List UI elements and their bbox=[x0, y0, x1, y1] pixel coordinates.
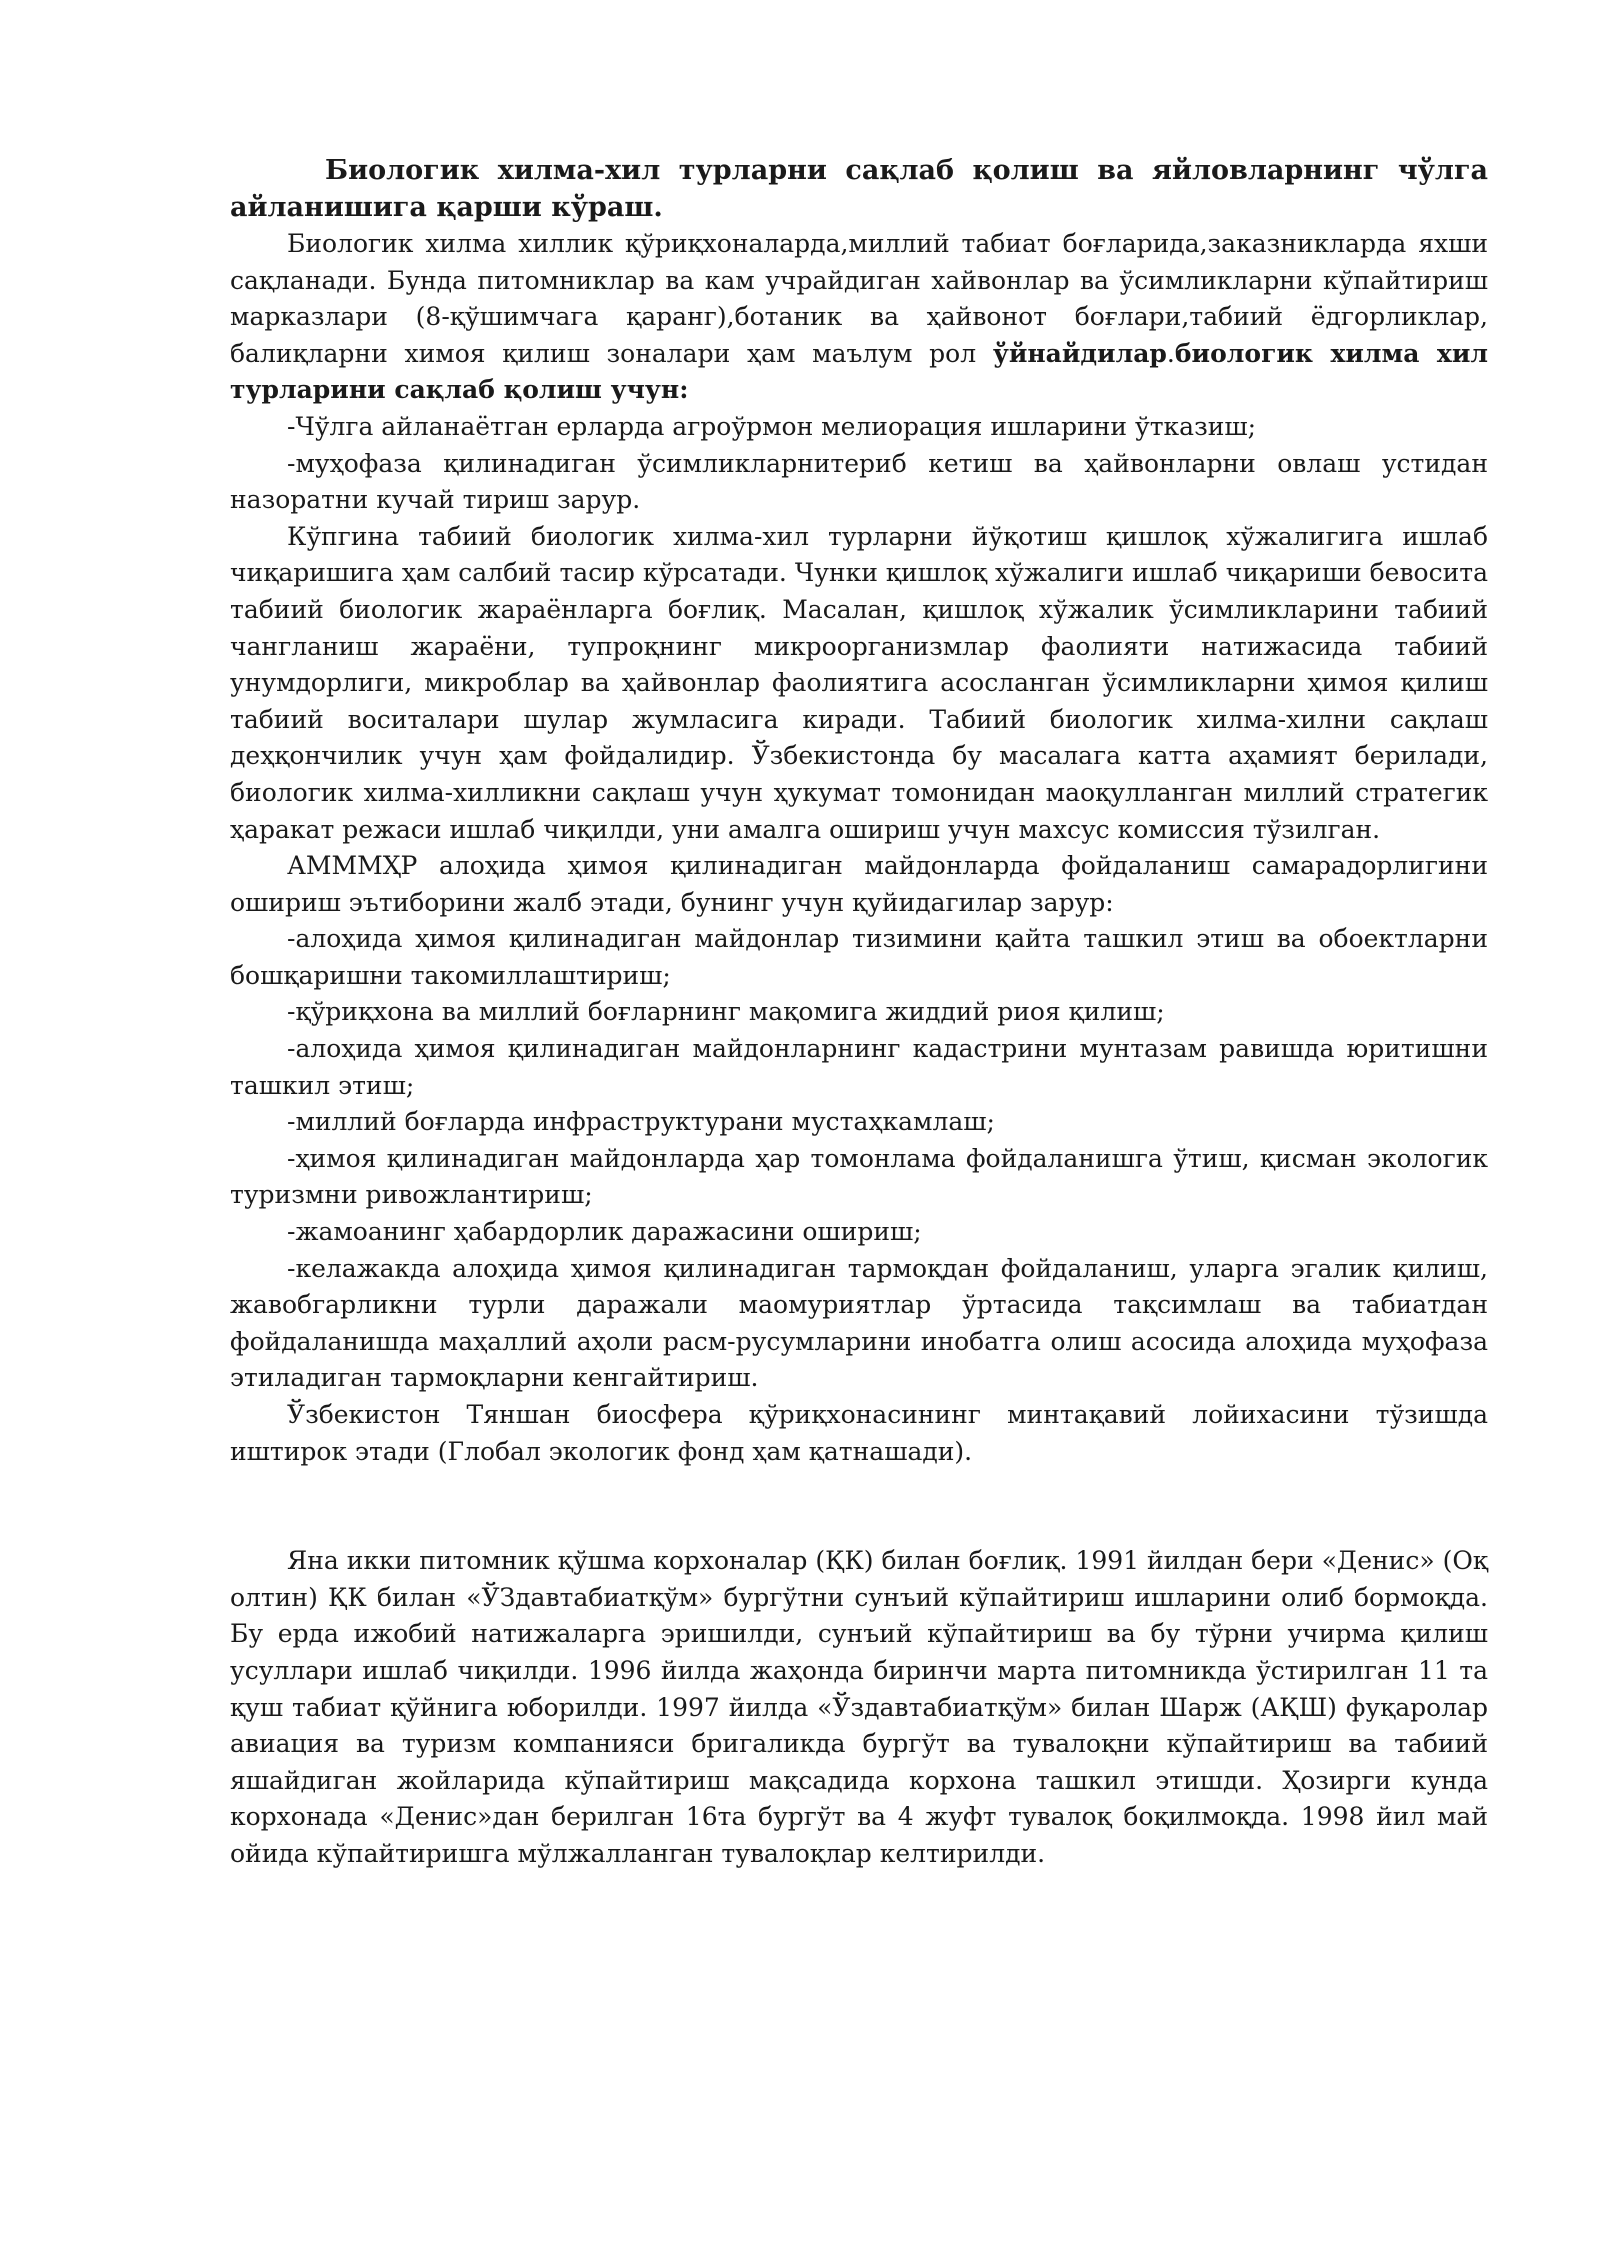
text-segment: -алоҳида ҳимоя қилинадиган майдонлар тизимини қайта ташкил этиш ва обоектларни бошқаришни такомиллаштириш; bbox=[230, 924, 1488, 990]
paragraph bbox=[230, 226, 1488, 409]
text-segment: Яна икки питомник қўшма корхоналар (ҚК) билан боғлиқ. 1991 йилдан бери «Денис» (Оқ олтин) ҚК билан «ЎЗдавтабиатқўм» бургўтни сунъий кўпайтириш ишларини олиб бормоқда. Бу ерда ижобий натижаларга эришилди, сунъий кўпайтириш ва бу тўрни учирма қилиш усуллари ишлаб чиқилди. 1996 йилда жаҳонда биринчи марта питомникда ўстирилган 11 та қуш табиат қўйнига юборилди. 1997 йилда «Ўздавтабиатқўм» билан Шарж (АҚШ) фуқаролар авиация ва туризм компанияси бригаликда бургўт ва тувалоқни кўпайтириш ва табиий яшайдиган жойларида кўпайтириш мақсадида корхона ташкил этишди. Ҳозирги кунда корхонада «Денис»дан берилган 16та бургўт ва 4 жуфт тувалоқ боқилмоқда. 1998 йил май ойида кўпайтиришга мўлжалланган тувалоқлар келтирилди. bbox=[230, 1546, 1488, 1868]
paragraph bbox=[230, 921, 1488, 994]
text-segment: -миллий боғларда инфраструктурани мустаҳкамлаш; bbox=[287, 1107, 995, 1137]
text-segment: -муҳофаза қилинадиган ўсимликларнитериб кетиш ва ҳайвонларни овлаш устидан назоратни кучай тириш зарур. bbox=[230, 448, 1488, 515]
text-segment: -қўриқхона ва миллий боғларнинг мақомига жиддий риоя қилиш; bbox=[287, 997, 1165, 1027]
text-segment: АММMҲР алоҳида ҳимоя қилинадиган майдонларда фойдаланиш самарадорлигини ошириш эътиборини жалб этади, бунинг учун қуйидагилар зарур: bbox=[230, 851, 1488, 917]
text-segment: -келажакда алоҳида ҳимоя қилинадиган тармоқдан фойдаланиш, уларга эгалик қилиш, жавобгарликни турли даражали маомуриятлар ўртасида тақсимлаш ва табиатдан фойдаланишда маҳаллий аҳоли расм-русумларини инобатга олиш асосида алоҳида муҳофаза этиладиган тармоқларни кенгайтириш. bbox=[230, 1253, 1488, 1393]
text-segment: -Чўлга айланаётган ерларда агроўрмон мелиорация ишларини ўтказиш; bbox=[287, 411, 1257, 441]
paragraph bbox=[230, 1251, 1488, 1397]
bold-text-segment: ўйнайдилар bbox=[992, 338, 1167, 368]
text-segment: -ҳимоя қилинадиган майдонларда ҳар томонлама фойдаланишга ўтиш, қисман экологик туризмни ривожлантириш; bbox=[230, 1143, 1488, 1210]
paragraph bbox=[230, 1214, 1488, 1251]
paragraph bbox=[230, 1397, 1488, 1470]
paragraph bbox=[230, 446, 1488, 519]
paragraph bbox=[230, 519, 1488, 848]
document-body bbox=[230, 152, 1488, 1873]
paragraph bbox=[230, 1031, 1488, 1104]
text-segment: . bbox=[1166, 338, 1175, 368]
paragraph bbox=[230, 848, 1488, 921]
paragraph bbox=[230, 409, 1488, 446]
paragraph bbox=[230, 1104, 1488, 1141]
paragraph bbox=[230, 994, 1488, 1031]
document-title: Биологик хилма-хил турларни сақлаб қолиш ва яйловларнинг чўлга айланишига қарши кўраш. bbox=[230, 155, 1488, 223]
text-segment: Биологик хилма хиллик қўриқхоналарда,миллий табиат боғларида,заказникларда яхши сақланади. Бунда питомниклар ва кам учрайдиган хайвонлар ва ўсимликларни кўпайтириш марказлари (8-қўшимчага қаранг),ботаник ва ҳайвонот боғлари,табиий ёдгорликлар, балиқларни химоя қилиш зоналари ҳам маълум рол bbox=[230, 229, 1488, 368]
paragraph-list bbox=[230, 226, 1488, 1873]
paragraph bbox=[230, 1543, 1488, 1872]
bold-text-segment: биологик хилма хил турларини сақлаб қолиш учун: bbox=[230, 338, 1488, 405]
text-segment: Кўпгина табиий биологик хилма-хил турларни йўқотиш қишлоқ хўжалигига ишлаб чиқаришига ҳам салбий тасир кўрсатади. Чунки қишлоқ хўжалиги ишлаб чиқариши бевосита табиий биологик жараёнларга боғлиқ. Масалан, қишлоқ хўжалик ўсимликларини табиий чангланиш жараёни, тупроқнинг микроорганизмлар фаолияти натижасида табиий унумдорлиги, микроблар ва ҳайвонлар фаолиятига асосланган ўсимликларни ҳимоя қилиш табиий воситалари шулар жумласига киради. Табиий биологик хилма-хилни сақлаш деҳқончилик учун ҳам фойдалидир. Ўзбекистонда бу масалага катта аҳамият берилади, биологик хилма-хилликни сақлаш учун ҳукумат томонидан маоқулланган миллий стратегик ҳаракат режаси ишлаб чиқилди, уни амалга ошириш учун махсус комиссия тўзилган. bbox=[230, 521, 1488, 844]
paragraph bbox=[230, 1141, 1488, 1214]
text-segment: -жамоанинг ҳабардорлик даражасини ошириш; bbox=[287, 1217, 922, 1247]
text-segment: Ўзбекистон Тяншан биосфера қўриқхонасининг минтақавий лойихасини тўзишда иштирок этади (Глобал экологик фонд ҳам қатнашади). bbox=[230, 1400, 1488, 1466]
text-segment: -алоҳида ҳимоя қилинадиган майдонларнинг кадастрини мунтазам равишда юритишни ташкил этиш; bbox=[230, 1034, 1488, 1100]
